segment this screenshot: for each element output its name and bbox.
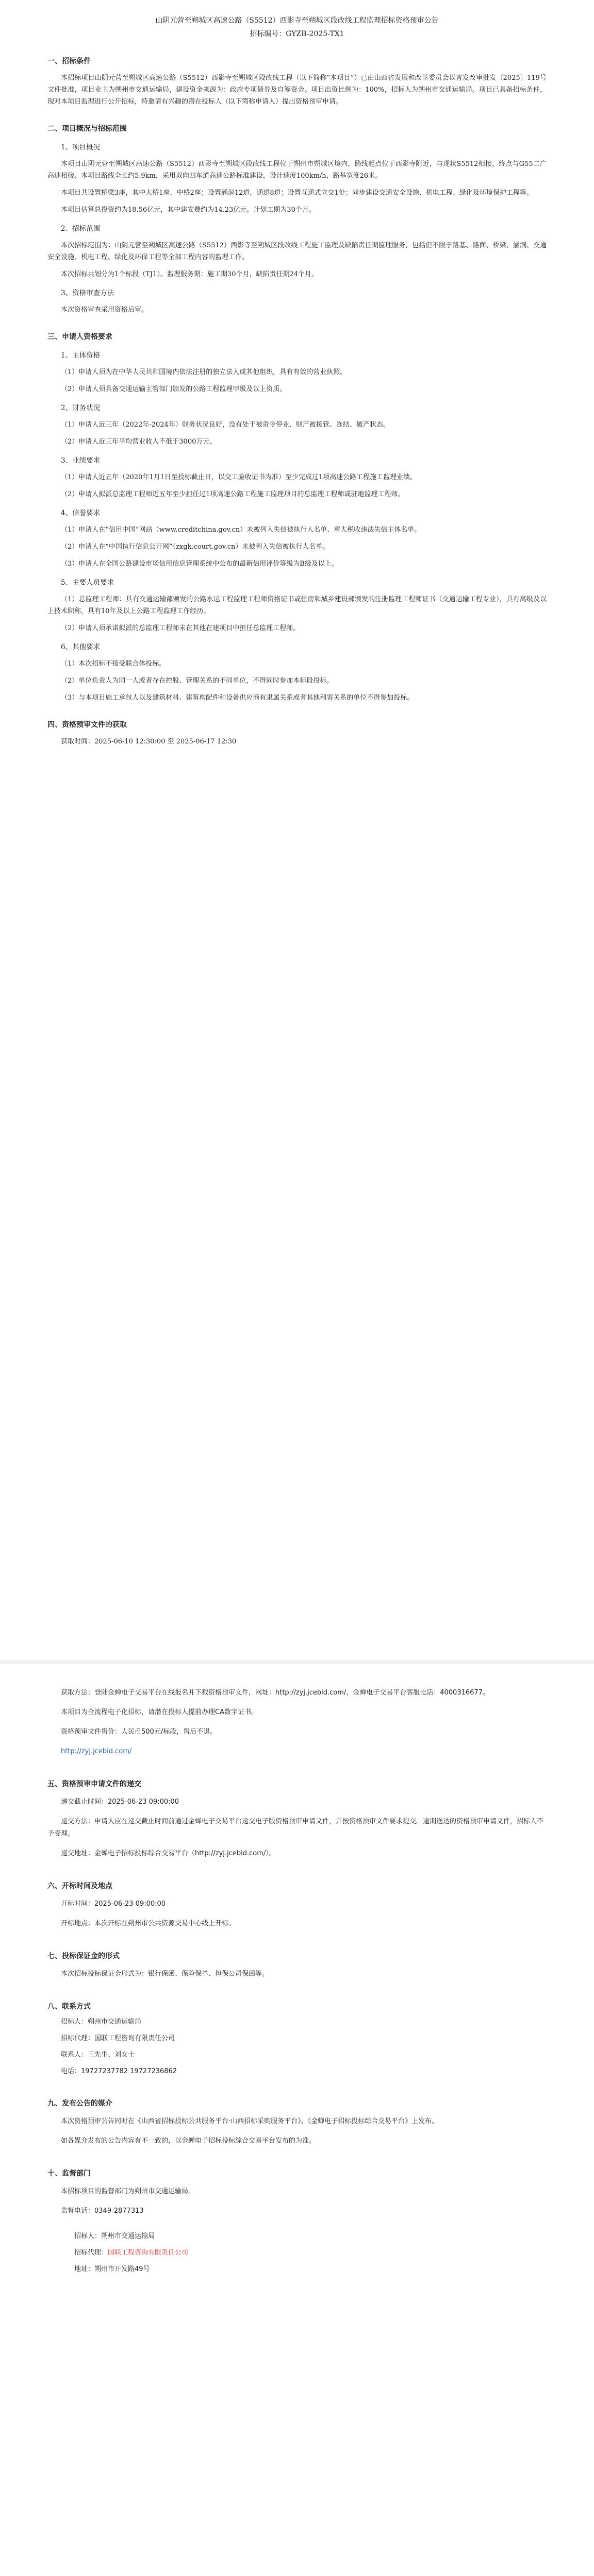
agent-line <box>74 2247 547 2259</box>
paragraph: （3）与本项目施工承包人以及建筑材料、建筑构配件和设备供应商有隶属关系或者其他利害关系的单位不得参加投标。 <box>61 694 414 702</box>
subsection-heading: 3、资格审查方法 <box>61 289 114 297</box>
subsection-heading: 6、其他要求 <box>61 643 101 651</box>
paragraph: 获取时间：2025-06-10 12:30:00 至 2025-06-17 12:30 <box>61 738 237 745</box>
paragraph: 资格预审文件售价：人民币500元/标段，售后不退。 <box>61 1728 217 1736</box>
section-heading: 一、招标条件 <box>47 57 91 65</box>
paragraph: （1）总监理工程师：具有交通运输部颁发的公路水运工程监理工程师资格证书或住房和城乡建设部颁发的注册监理工程师证书（交通运输工程专业），具有高级及以上技术职称，具有10年及以上公路工程监理工作经历。 <box>47 596 547 615</box>
platform-link[interactable]: http://zyj.jcebid.com/ <box>61 1748 132 1755</box>
agent-name: 国联工程咨询有限责任公司 <box>108 2249 189 2257</box>
paragraph: （1）申请人近五年（2020年1月1日至投标截止日，以交工验收证书为准）至少完成过1项高速公路工程施工监理业绩。 <box>61 473 417 481</box>
paragraph: （2）申请人在“中国执行信息公开网”（zxgk.court.gov.cn）未被列入失信被执行人名单。 <box>61 543 329 551</box>
contact-line: 联系人：王先生、刘女士 <box>61 2051 135 2059</box>
subsection-heading: 3、业绩要求 <box>61 456 101 465</box>
subsection-heading: 5、主要人员要求 <box>61 579 114 587</box>
paragraph: 本次招标共划分为1个标段（TJ1）。监理服务期：施工期30个月，缺陷责任期24个月。 <box>61 270 319 278</box>
paragraph: 本招标项目的监督部门为朔州市交通运输局。 <box>61 2188 195 2195</box>
signature-block <box>61 2231 547 2275</box>
paragraph: （2）申请人须具备交通运输主管部门颁发的公路工程监理甲级及以上资质。 <box>61 385 287 393</box>
section-heading: 四、资格预审文件的获取 <box>47 721 127 729</box>
paragraph: 本次招标范围为：山阴元营至朔城区高速公路（S5512）西影寺至朔城区段改线工程施工监理及缺陷责任期监理服务，包括但不限于路基、路面、桥梁、涵洞、交通安全设施、机电工程、绿化及环保工程等全部工程内容的监理工作。 <box>47 242 547 261</box>
paragraph: （2）单位负责人为同一人或者存在控股、管理关系的不同单位，不得同时参加本标段投标。 <box>61 677 334 685</box>
subsection-heading: 2、财务状况 <box>61 404 101 412</box>
bid-number <box>47 28 547 40</box>
address-label: 地址： <box>74 2265 95 2273</box>
announcement-page-2 <box>0 1664 594 2576</box>
bid-number-value: GYZB-2025-TX1 <box>286 30 344 38</box>
paragraph: （1）申请人近三年（2022年-2024年）财务状况良好，没有处于被责令停业、财产被接管、冻结、破产状态。 <box>61 421 390 429</box>
paragraph: （2）申请人近三年平均营业收入不低于3000万元。 <box>61 438 217 446</box>
paragraph: （1）申请人在“信用中国”网站（www.creditchina.gov.cn）未被列入失信被执行人名单、重大税收违法失信主体名单。 <box>61 526 421 534</box>
paragraph: 本项目为全流程电子化招标，请潜在投标人提前办理CA数字证书。 <box>61 1708 258 1716</box>
paragraph: 开标地点：本次开标在朔州市公共资源交易中心线上开标。 <box>61 1920 236 1927</box>
address-value: 朔州市开发路49号 <box>94 2265 150 2273</box>
contact-line: 招标代理：国联工程咨询有限责任公司 <box>61 2035 175 2042</box>
subsection-heading: 1、项目概况 <box>61 143 101 151</box>
subsection-heading: 2、招标范围 <box>61 225 101 233</box>
section-heading: 三、申请人资格要求 <box>47 333 112 341</box>
contact-line: 电话：19727237782 19727236862 <box>61 2067 177 2075</box>
section-heading: 五、资格预审申请文件的递交 <box>47 1780 141 1788</box>
tenderer-line <box>74 2231 547 2242</box>
section-heading: 七、投标保证金的形式 <box>47 1952 120 1960</box>
bid-number-label: 招标编号： <box>250 30 286 38</box>
section-heading: 九、发布公告的媒介 <box>47 2099 112 2108</box>
paragraph: 本次资格审查采用资格后审。 <box>61 306 148 314</box>
section-heading: 十、监督部门 <box>47 2170 91 2178</box>
tenderer-name: 朔州市交通运输局 <box>101 2232 155 2240</box>
paragraph: 本招标项目山阴元营至朔城区高速公路（S5512）西影寺至朔城区段改线工程（以下简称“本项目”）已由山西省发展和改革委员会以晋发改审批发〔2025〕119号文件批准，项目业主为朔州市交通运输局，建设资金来源为：政府专项债券及自筹资金。项目出资比例为：100%，招标人为朔州市交通运输局。项目已具备招标条件，现对本项目监理进行公开招标，特邀请有兴趣的潜在投标人（以下简称申请人）提出资格预审申请。 <box>47 74 547 106</box>
subsection-heading: 1、主体资格 <box>61 351 101 360</box>
paragraph: 监督电话：0349-2877313 <box>61 2207 144 2215</box>
paragraph: 本项目估算总投资约为18.56亿元，其中建安费约为14.23亿元。计划工期为30个月。 <box>61 206 316 214</box>
section-heading: 六、开标时间及地点 <box>47 1882 112 1890</box>
address-line <box>74 2264 547 2275</box>
subsection-heading: 4、信誉要求 <box>61 509 101 517</box>
paragraph: （2）申请人拟派总监理工程师近五年至少担任过1项高速公路工程施工监理项目的总监理工程师或驻地监理工程师。 <box>61 490 405 498</box>
agent-label: 招标代理： <box>74 2249 108 2257</box>
paragraph: （2）申请人须承诺拟派的总监理工程师未在其他在建项目中担任总监理工程师。 <box>61 624 300 632</box>
paragraph: 本次资格预审公告同时在《山西省招标投标公共服务平台·山西招标采购服务平台》、《金蝉电子招标投标综合交易平台》上发布。 <box>61 2117 439 2125</box>
section-heading: 八、联系方式 <box>47 2003 91 2011</box>
document-title: 山阴元营至朔城区高速公路（S5512）西影寺至朔城区段改线工程监理招标资格预审公告 <box>155 16 439 25</box>
tenderer-label: 招标人： <box>74 2232 102 2240</box>
paragraph: 递交截止时间：2025-06-23 09:00:00 <box>61 1798 179 1806</box>
paragraph: 递交方法：申请人应在递交截止时间前通过金蝉电子交易平台递交电子版资格预审申请文件，并按资格预审文件要求提交。逾期送达的资格预审申请文件，招标人不予受理。 <box>47 1818 544 1838</box>
paragraph: 递交地址：金蝉电子招标投标综合交易平台（http://zyj.jcebid.com/）。 <box>61 1850 276 1857</box>
paragraph: 获取方法：登陆金蝉电子交易平台在线报名并下载资格预审文件，网址：http://zyj.jcebid.com/，金蝉电子交易平台客服电话：4000316677。 <box>61 1689 489 1697</box>
paragraph: （1）本次招标不接受联合体投标。 <box>61 660 166 668</box>
paragraph: （3）申请人在全国公路建设市场信用信息管理系统中公布的最新信用评价等级为B级及以上。 <box>61 560 338 568</box>
section-heading: 二、项目概况与招标范围 <box>47 125 127 133</box>
paragraph: 本次招标投标保证金形式为：银行保函、保险保单、担保公司保函等。 <box>61 1970 269 1978</box>
paragraph <box>47 1745 547 1758</box>
paragraph: 如各媒介发布的公告内容有不一致的，以金蝉电子招标投标综合交易平台发布的为准。 <box>61 2137 316 2145</box>
paragraph: 本项目共设置桥梁3座，其中大桥1座，中桥2座；设置涵洞12道，通道8道；设置互通式立交1处；同步建设交通安全设施、机电工程、绿化及环境保护工程等。 <box>61 189 533 197</box>
paragraph: （1）申请人须为在中华人民共和国境内依法注册的独立法人或其他组织，具有有效的营业执照。 <box>61 368 347 376</box>
paragraph: 开标时间：2025-06-23 09:00:00 <box>61 1900 166 1908</box>
contact-line: 招标人：朔州市交通运输局 <box>61 2018 142 2026</box>
paragraph: 本项目山阴元营至朔城区高速公路（S5512）西影寺至朔城区段改线工程位于朔州市朔城区境内，路线起点位于西影寺附近，与现状S5512相接，终点与G55二广高速相接。本项目路线全长约5.9km，采用双向四车道高速公路标准建设，设计速度100km/h，路基宽度26米。 <box>47 160 547 180</box>
